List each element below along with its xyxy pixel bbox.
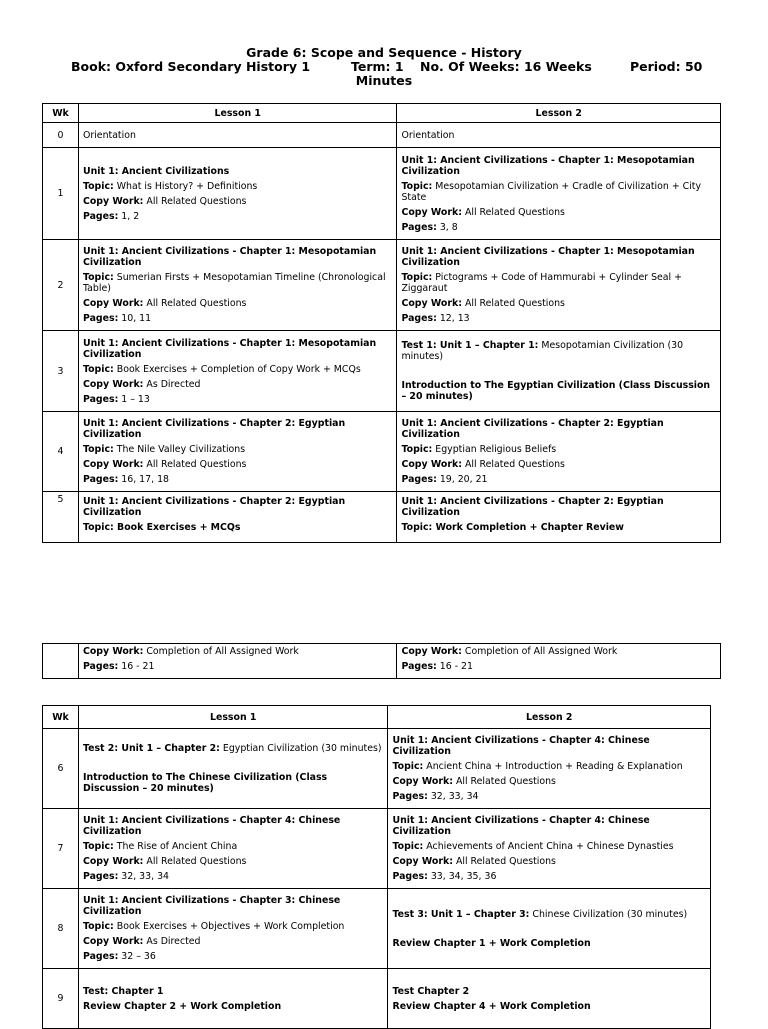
schedule-table-continuation (42, 643, 721, 679)
copy-label: Copy Work: (401, 646, 462, 657)
pages-text: 19, 20, 21 (439, 474, 488, 485)
pages-label: Pages: (401, 474, 437, 485)
test-text: Mesopotamian Civilization (30 minutes) (401, 340, 684, 362)
test-label: Test 2: Unit 1 – Chapter 2: (82, 743, 220, 754)
document-header (0, 45, 768, 88)
pages-text: 16 - 21 (121, 661, 155, 672)
copy-label: Copy Work: (82, 646, 144, 657)
copy-label: Copy Work: (82, 195, 144, 207)
lesson-cell (397, 331, 721, 412)
pages-text: 10, 11 (121, 313, 152, 324)
unit-title: Unit 1: Ancient Civilizations - Chapter 2: Egyptian Civilization (401, 496, 664, 518)
copy-label: Copy Work: (392, 856, 453, 867)
pages-label: Pages: (82, 661, 119, 672)
topic-text: Topic: Work Completion + Chapter Review (401, 522, 624, 533)
unit-title: Unit 1: Ancient Civilizations - Chapter 3: Chinese Civilization (82, 895, 341, 917)
copy-label: Copy Work: (82, 298, 144, 309)
week-number: 3 (43, 331, 79, 412)
lesson-cell (388, 809, 711, 889)
review-text: Review Chapter 2 + Work Completion (82, 1000, 282, 1012)
topic-text: Topic: Book Exercises + MCQs (82, 522, 241, 533)
intro-text: Introduction to The Egyptian Civilization (Class Discussion – 20 minutes) (401, 380, 711, 402)
table-header-row (43, 104, 721, 123)
topic-label: Topic: (392, 761, 424, 772)
unit-title: Unit 1: Ancient Civilizations - Chapter 2: Egyptian Civilization (82, 418, 346, 440)
unit-title: Unit 1: Ancient Civilizations - Chapter 1: Mesopotamian Civilization (401, 246, 695, 268)
header-period: Period: 50 (630, 59, 703, 74)
copy-text: Completion of All Assigned Work (146, 646, 299, 657)
copy-label: Copy Work: (392, 776, 453, 787)
topic-text: Achievements of Ancient China + Chinese Dynasties (426, 841, 674, 852)
review-text: Review Chapter 1 + Work Completion (392, 937, 591, 949)
lesson-cell (78, 412, 397, 492)
col-lesson2: Lesson 2 (397, 104, 721, 123)
header-info-row (0, 59, 768, 88)
pages-text: 32, 33, 34 (430, 791, 479, 802)
copy-label: Copy Work: (82, 936, 144, 947)
lesson-cell (78, 240, 397, 331)
lesson-cell (397, 148, 721, 240)
pages-label: Pages: (401, 221, 437, 233)
copy-text: All Related Questions (146, 856, 247, 867)
copy-text: As Directed (146, 378, 201, 390)
unit-title: Unit 1: Ancient Civilizations - Chapter 4: Chinese Civilization (82, 815, 341, 837)
table-row (43, 644, 721, 679)
lesson-cell (78, 331, 397, 412)
topic-text: Book Exercises + Completion of Copy Work + MCQs (116, 363, 361, 375)
table-row (43, 240, 721, 331)
lesson-cell (397, 492, 721, 543)
lesson-cell (397, 644, 721, 679)
pages-label: Pages: (82, 474, 119, 485)
pages-text: 3, 8 (439, 221, 458, 233)
col-wk: Wk (43, 706, 79, 729)
week-number: 5 (43, 492, 79, 543)
pages-label: Pages: (392, 791, 428, 802)
week-number: 6 (43, 729, 79, 809)
copy-label: Copy Work: (82, 856, 144, 867)
pages-label: Pages: (401, 661, 437, 672)
pages-label: Pages: (401, 313, 437, 324)
week-number: 7 (43, 809, 79, 889)
topic-label: Topic: (401, 180, 433, 192)
col-lesson1: Lesson 1 (78, 104, 397, 123)
topic-text: Mesopotamian Civilization + Cradle of Civilization + City State (401, 180, 702, 203)
week-number: 0 (43, 123, 79, 148)
test-text: Chinese Civilization (30 minutes) (529, 908, 688, 920)
lesson-cell (78, 492, 397, 543)
unit-title: Unit 1: Ancient Civilizations - Chapter 2: Egyptian Civilization (401, 418, 664, 440)
week-number (43, 644, 79, 679)
topic-label: Topic: (82, 272, 114, 283)
pages-text: 16 - 21 (439, 661, 473, 672)
pages-label: Pages: (82, 871, 119, 882)
pages-label: Pages: (82, 393, 119, 405)
unit-title: Unit 1: Ancient Civilizations - Chapter 1: Mesopotamian Civilization (82, 246, 377, 268)
topic-text: Egyptian Religious Beliefs (435, 444, 557, 455)
copy-text: All Related Questions (464, 459, 565, 470)
test-text: Egyptian Civilization (30 minutes) (219, 743, 382, 754)
pages-label: Pages: (82, 951, 119, 962)
topic-text: What is History? + Definitions (116, 180, 258, 192)
schedule-table-2 (42, 705, 711, 1029)
copy-label: Copy Work: (82, 459, 144, 470)
pages-text: 33, 34, 35, 36 (430, 871, 497, 882)
week-number: 8 (43, 889, 79, 969)
unit-title: Unit 1: Ancient Civilizations - Chapter 4: Chinese Civilization (392, 815, 650, 837)
lesson-cell (388, 729, 711, 809)
table-row (43, 729, 711, 809)
lesson-cell (397, 412, 721, 492)
schedule-table-1 (42, 103, 721, 543)
copy-label: Copy Work: (82, 378, 144, 390)
table-row (43, 123, 721, 148)
header-book: Book: Oxford Secondary History 1 (71, 59, 311, 74)
topic-text: The Nile Valley Civilizations (116, 444, 246, 455)
unit-title: Unit 1: Ancient Civilizations - Chapter 2: Egyptian Civilization (82, 496, 346, 518)
lesson-cell (388, 969, 711, 1029)
lesson-cell: Orientation (78, 123, 397, 148)
lesson-cell (78, 729, 388, 809)
test-label: Test 1: Unit 1 – Chapter 1: (401, 340, 539, 351)
copy-text: All Related Questions (464, 298, 565, 309)
lesson-cell (388, 889, 711, 969)
pages-text: 16, 17, 18 (121, 474, 170, 485)
copy-label: Copy Work: (401, 459, 462, 470)
pages-text: 1 – 13 (121, 393, 150, 405)
topic-text: Pictograms + Code of Hammurabi + Cylinder Seal + Ziggaraut (401, 272, 682, 294)
topic-label: Topic: (82, 444, 114, 455)
week-number: 2 (43, 240, 79, 331)
table-row (43, 809, 711, 889)
table-row (43, 148, 721, 240)
table-header-row (43, 706, 711, 729)
copy-text: All Related Questions (146, 298, 247, 309)
pages-text: 1, 2 (121, 210, 140, 222)
table-row (43, 969, 711, 1029)
topic-text: The Rise of Ancient China (116, 841, 238, 852)
col-lesson1: Lesson 1 (78, 706, 388, 729)
pages-label: Pages: (82, 210, 119, 222)
copy-text: As Directed (146, 936, 201, 947)
topic-label: Topic: (82, 921, 114, 932)
lesson-cell (78, 148, 397, 240)
copy-text: All Related Questions (146, 459, 247, 470)
header-title: Grade 6: Scope and Sequence - History (246, 45, 522, 60)
intro-text: Introduction to The Chinese Civilization (Class Discussion – 20 minutes) (82, 772, 328, 794)
pages-label: Pages: (392, 871, 428, 882)
unit-title: Unit 1: Ancient Civilizations - Chapter 1: Mesopotamian Civilization (401, 154, 695, 177)
lesson-cell (78, 809, 388, 889)
table-row (43, 492, 721, 543)
topic-label: Topic: (392, 841, 424, 852)
test-text: Test: Chapter 1 (82, 985, 164, 997)
copy-text: All Related Questions (455, 856, 556, 867)
week-number: 1 (43, 148, 79, 240)
copy-label: Copy Work: (401, 206, 462, 218)
header-term: Term: 1 (351, 59, 404, 74)
table-row (43, 331, 721, 412)
copy-text: All Related Questions (146, 195, 247, 207)
topic-label: Topic: (82, 363, 114, 375)
unit-title: Unit 1: Ancient Civilizations - Chapter 1: Mesopotamian Civilization (82, 337, 377, 360)
pages-label: Pages: (82, 313, 119, 324)
lesson-cell (397, 240, 721, 331)
col-wk: Wk (43, 104, 79, 123)
topic-label: Topic: (82, 180, 114, 192)
test-text: Test Chapter 2 (392, 985, 470, 997)
copy-label: Copy Work: (401, 298, 462, 309)
topic-label: Topic: (401, 272, 433, 283)
header-minutes: Minutes (355, 73, 413, 88)
copy-text: All Related Questions (464, 206, 565, 218)
topic-text: Book Exercises + Objectives + Work Completion (116, 921, 345, 932)
lesson-cell (78, 969, 388, 1029)
pages-text: 12, 13 (439, 313, 470, 324)
topic-label: Topic: (82, 841, 114, 852)
pages-text: 32 – 36 (121, 951, 156, 962)
copy-text: Completion of All Assigned Work (464, 646, 618, 657)
week-number: 4 (43, 412, 79, 492)
table-row (43, 412, 721, 492)
topic-text: Ancient China + Introduction + Reading & Explanation (426, 761, 683, 772)
unit-title: Unit 1: Ancient Civilizations (82, 165, 230, 177)
lesson-cell (78, 644, 397, 679)
test-label: Test 3: Unit 1 – Chapter 3: (392, 908, 530, 920)
col-lesson2: Lesson 2 (388, 706, 711, 729)
header-weeks: No. Of Weeks: 16 Weeks (420, 59, 592, 74)
pages-text: 32, 33, 34 (121, 871, 170, 882)
lesson-cell (78, 889, 388, 969)
copy-text: All Related Questions (455, 776, 556, 787)
table-row (43, 889, 711, 969)
lesson-cell: Orientation (397, 123, 721, 148)
topic-label: Topic: (401, 444, 433, 455)
unit-title: Unit 1: Ancient Civilizations - Chapter 4: Chinese Civilization (392, 735, 650, 757)
review-text: Review Chapter 4 + Work Completion (392, 1000, 591, 1012)
week-number: 9 (43, 969, 79, 1029)
topic-text: Sumerian Firsts + Mesopotamian Timeline (Chronological Table) (82, 272, 386, 294)
